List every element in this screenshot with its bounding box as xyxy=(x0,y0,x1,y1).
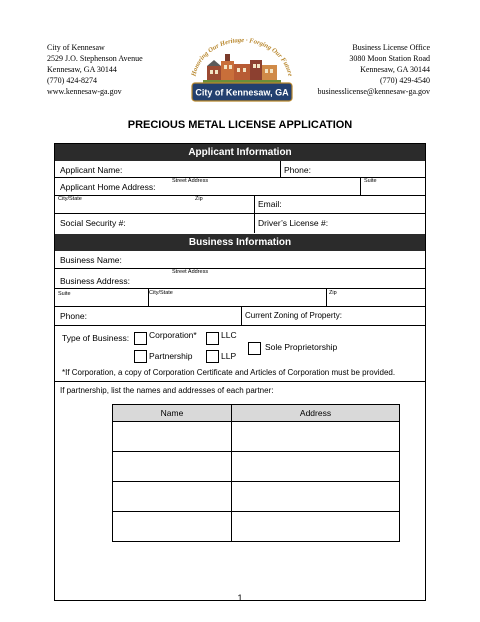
divider xyxy=(55,268,425,269)
zip-hint: Zip xyxy=(195,196,203,202)
zip-hint: Zip xyxy=(329,290,337,296)
divider xyxy=(241,306,242,325)
suite-hint: Suite xyxy=(364,178,377,184)
social-security-label: Social Security #: xyxy=(60,218,126,228)
logo-arc-text: Honoring Our Heritage · Forging Our Future xyxy=(190,36,294,78)
corporation-label: Corporation* xyxy=(149,330,197,340)
city-name: City of Kennesaw xyxy=(47,43,105,52)
business-name-label: Business Name: xyxy=(60,255,122,265)
divider xyxy=(254,195,255,213)
business-address-label: Business Address: xyxy=(60,276,130,286)
application-form xyxy=(54,143,426,601)
divider xyxy=(55,195,425,196)
divider xyxy=(55,213,425,214)
city-seal-logo xyxy=(181,30,303,106)
business-section-heading: Business Information xyxy=(55,234,425,251)
business-phone-label: Phone: xyxy=(60,311,87,321)
divider xyxy=(113,511,399,512)
llc-label: LLC xyxy=(221,330,237,340)
city-citystate: Kennesaw, GA 30144 xyxy=(47,65,117,74)
divider xyxy=(55,381,425,382)
zoning-label: Current Zoning of Property: xyxy=(245,311,342,320)
applicant-home-address-label: Applicant Home Address: xyxy=(60,182,156,192)
office-phone: (770) 429-4540 xyxy=(380,76,430,85)
logo-banner-text: City of Kennesaw, GA xyxy=(195,87,289,98)
street-address-hint: Street Address xyxy=(172,269,209,275)
divider xyxy=(113,451,399,452)
business-type-label: Type of Business: xyxy=(62,333,130,343)
corporation-note: *If Corporation, a copy of Corporation Certificate and Articles of Corporation must be provided. xyxy=(62,368,396,377)
office-address: 3080 Moon Station Road xyxy=(349,54,430,63)
corporation-checkbox[interactable] xyxy=(134,332,147,345)
city-state-hint: City/State xyxy=(58,196,82,202)
city-state-hint: City/State xyxy=(149,290,173,296)
partnership-checkbox[interactable] xyxy=(134,350,147,363)
divider xyxy=(113,481,399,482)
city-seal-graphic xyxy=(181,30,303,106)
partnership-label: Partnership xyxy=(149,351,193,361)
office-name: Business License Office xyxy=(352,43,430,52)
form-title: PRECIOUS METAL LICENSE APPLICATION xyxy=(127,119,353,131)
llc-checkbox[interactable] xyxy=(206,332,219,345)
city-website: www.kennesaw-ga.gov xyxy=(47,87,122,96)
applicant-section-heading: Applicant Information xyxy=(55,144,425,161)
divider xyxy=(55,288,425,289)
divider xyxy=(113,421,399,422)
license-office-contact-block xyxy=(318,42,430,97)
street-address-hint: Street Address xyxy=(172,178,209,184)
applicant-phone-label: Phone: xyxy=(284,165,311,175)
city-contact-block xyxy=(47,42,143,97)
partner-table xyxy=(112,404,400,542)
page-number: 1 xyxy=(237,593,243,603)
partnership-note: If partnership, list the names and addresses of each partner: xyxy=(60,386,274,395)
sole-proprietorship-checkbox[interactable] xyxy=(248,342,261,355)
city-address: 2529 J.O. Stephenson Avenue xyxy=(47,54,143,63)
divider xyxy=(280,161,281,177)
office-email: businesslicense@kennesaw-ga.gov xyxy=(317,87,430,96)
llp-checkbox[interactable] xyxy=(206,350,219,363)
applicant-name-label: Applicant Name: xyxy=(60,165,123,175)
divider xyxy=(55,325,425,326)
drivers-license-label: Driver’s License #: xyxy=(258,218,329,228)
suite-hint: Suite xyxy=(58,291,71,297)
divider xyxy=(254,213,255,233)
partner-address-header: Address xyxy=(232,405,399,421)
office-citystate: Kennesaw, GA 30144 xyxy=(360,65,430,74)
city-phone: (770) 424-8274 xyxy=(47,76,97,85)
partner-name-header: Name xyxy=(113,405,231,421)
divider xyxy=(231,405,232,541)
applicant-email-label: Email: xyxy=(258,199,282,209)
divider xyxy=(326,288,327,306)
llp-label: LLP xyxy=(221,351,237,361)
divider xyxy=(55,306,425,307)
sole-proprietorship-label: Sole Proprietorship xyxy=(265,342,338,352)
divider xyxy=(360,177,361,195)
